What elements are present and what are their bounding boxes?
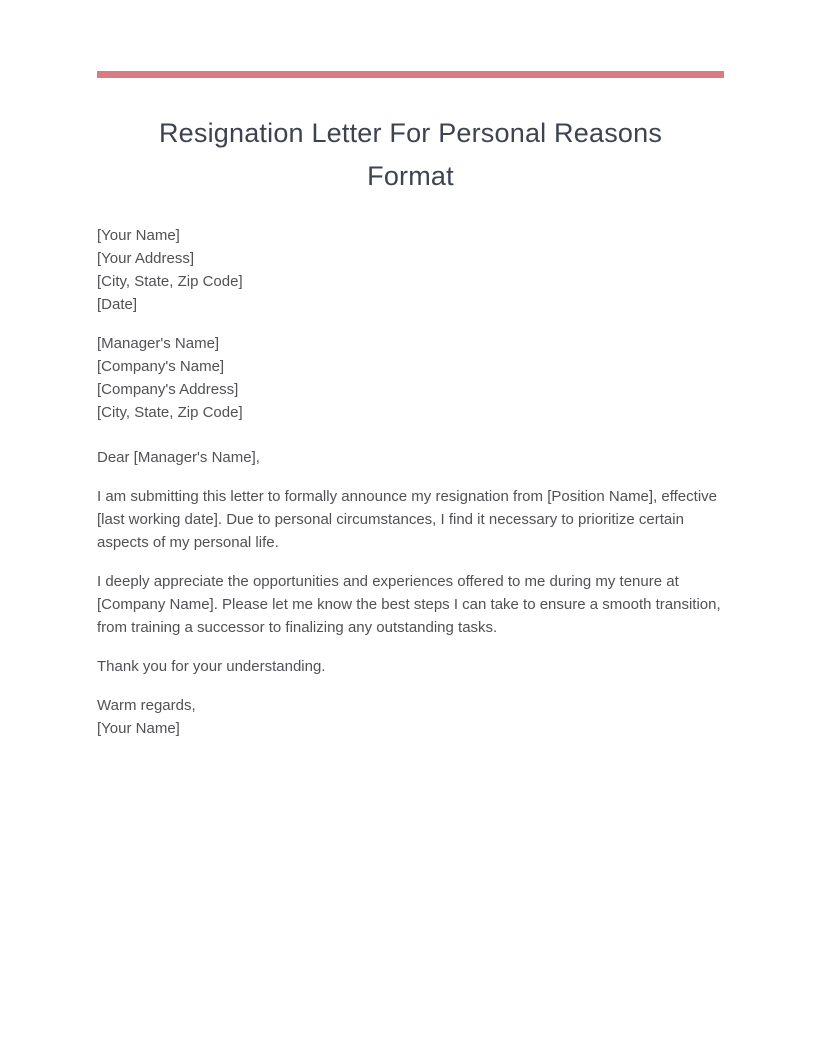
sender-name-line: [Your Name] bbox=[97, 227, 180, 244]
company-address-line: [Company's Address] bbox=[97, 381, 239, 398]
paragraph-thanks: Thank you for your understanding. bbox=[97, 658, 326, 675]
content-column bbox=[97, 0, 724, 740]
manager-name-line: [Manager's Name] bbox=[97, 335, 220, 352]
date-line: [Date] bbox=[97, 296, 138, 313]
closing-line: Warm regards, bbox=[97, 697, 196, 714]
sender-block bbox=[97, 224, 724, 316]
page-title: Resignation Letter For Personal Reasons Format bbox=[158, 118, 663, 191]
sender-address-line: [Your Address] bbox=[97, 250, 195, 267]
company-name-line: [Company's Name] bbox=[97, 358, 225, 375]
paragraph-appreciation-transition: I deeply appreciate the opportunities and experiences offered to me during my tenure at [Company Name]. Please let me know the best steps I can take to ensure a smooth transition, from training a successor to finalizing any outstanding tasks. bbox=[97, 573, 721, 636]
top-accent-bar bbox=[97, 71, 724, 78]
closing-block bbox=[97, 694, 724, 740]
paragraph-resignation-announcement: I am submitting this letter to formally announce my resignation from [Position Name], effective [last working date]. Due to personal circumstances, I find it necessary to prioritize certain aspects of my personal life. bbox=[97, 488, 717, 551]
signature-line: [Your Name] bbox=[97, 720, 180, 737]
salutation: Dear [Manager's Name], bbox=[97, 449, 260, 466]
letter-body bbox=[97, 224, 724, 740]
company-city-line: [City, State, Zip Code] bbox=[97, 404, 243, 421]
sender-city-line: [City, State, Zip Code] bbox=[97, 273, 243, 290]
recipient-block bbox=[97, 332, 724, 424]
